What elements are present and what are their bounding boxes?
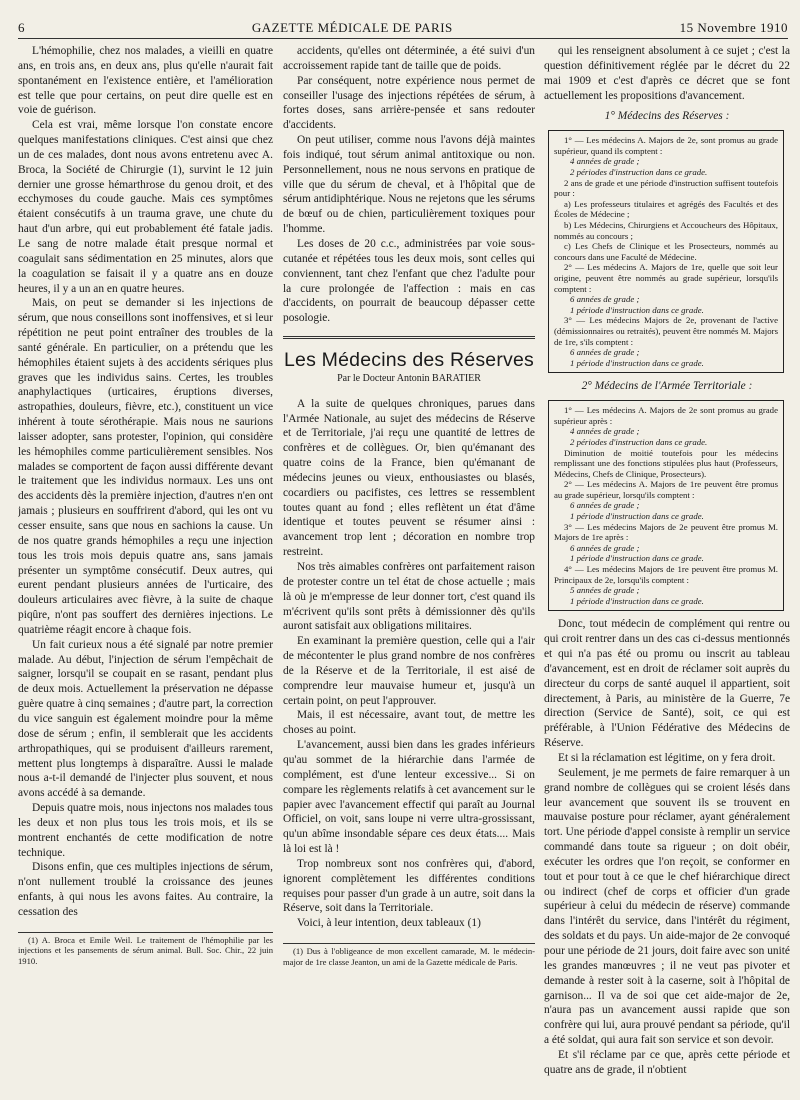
paragraph: On peut utiliser, comme nous l'avons déjà maintes fois indiqué, tout sérum animal antitoxique ou non. Personnellement, nous ne nous servons en pratique de ville que du sérum de cheval, et à l'hôpital que de sérum antidiphtérique. Nous ne rejetons que les sérums de bœuf ou de chien, particulièrement toxiques pour l'homme. [283, 134, 535, 236]
table-line: Diminution de moitié toutefois pour les médecins remplissant une des fonctions stipulées plus haut (Professeurs, Médecins, Chefs de Clinique, Prosecteurs). [554, 447, 778, 479]
table-line: 4° — Les médecins Majors de 1re peuvent être promus M. Principaux de 2e, lorsqu'ils comptent : [554, 564, 778, 585]
paragraph: Depuis quatre mois, nous injectons nos malades tous les deux et non plus tous les trois mois, et ils se montrent enchantés de cette modification de notre technique. [18, 802, 273, 859]
paragraph: A la suite de quelques chroniques, parues dans l'Armée Nationale, au sujet des médecins de Réserve et de Territoriale, j'ai reçu une quantité de lettres de confrères et de collègues. Or, bien qu'émanant des quatre coins de la France, bien qu'émanant de médecins jeunes ou vieux, enthousiastes ou blasés, cocardiers ou pacifistes, ces lettres se ressemblent toutes quant au fond ; elles reflètent un état d'âme identique et toutes peuvent se résumer ainsi : avancement trop lent ; décoration en nombre trop restreint. [283, 397, 535, 559]
paragraph: Et s'il réclame par ce que, après cette période et quatre ans de grade, il n'obtient [544, 1048, 790, 1076]
section-heading-reserves: 1° Médecins des Réserves : [604, 110, 730, 123]
table-line: b) Les Médecins, Chirurgiens et Accoucheurs des Hôpitaux, nommés au concours ; [554, 219, 778, 241]
paragraph: Voici, à leur intention, deux tableaux (1) [297, 917, 481, 930]
table-line: 1 période d'instruction dans ce grade. [570, 511, 704, 522]
table-line: 2 périodes d'instruction dans ce grade. [570, 436, 708, 447]
article-byline: Par le Docteur Antonin BARATIER [337, 372, 481, 384]
table-line: 6 années de grade ; [570, 542, 640, 553]
table-line: 1 période d'instruction dans ce grade. [570, 553, 704, 564]
table-line: a) Les professeurs titulaires et agrégés des Facultés et des Écoles de Médecine ; [554, 198, 778, 220]
footnote-text: (1) A. Broca et Emile Weil. Le traitement de l'hémophilie par les injections et les pansements de sérum animal. Bull. Soc. Chir., 22 juin 1910. [18, 934, 273, 966]
footnote-text: (1) Dus à l'obligeance de mon excellent camarade, M. le médecin-major de 1re classe Jeanton, un ami de la Gazette médicale de Paris. [283, 946, 535, 967]
table-reserves [548, 130, 784, 373]
table-line: 1° — Les médecins A. Majors de 2e sont promus au grade supérieur après : [554, 405, 778, 426]
section-heading-territoriale: 2° Médecins de l'Armée Territoriale : [581, 380, 753, 393]
table-line: 6 années de grade ; [570, 294, 640, 305]
table-line: 2 périodes d'instruction dans ce grade. [570, 167, 708, 177]
table-territoriale [548, 400, 784, 611]
table-line: c) Les Chefs de Clinique et les Prosecteurs, nommés au concours dans une Faculté de Médecine. [554, 241, 778, 262]
column-2 [283, 44, 535, 1092]
table-line: 5 années de grade ; [570, 585, 640, 596]
table-line: 1 période d'instruction dans ce grade. [570, 304, 704, 315]
page-header [18, 14, 788, 39]
table-line: 4 années de grade ; [570, 156, 640, 167]
column-3 [544, 44, 790, 1092]
paragraph: Et si la réclamation est légitime, on y fera droit. [558, 752, 776, 764]
table-line: 3° — Les médecins Majors de 2e, provenant de l'active (démissionnaires ou retraités), peuvent être nommés M. Majors de 1re, s'ils comptent : [554, 315, 778, 347]
paragraph: Mais, il est nécessaire, avant tout, de mettre les choses au point. [283, 709, 535, 737]
table-line: 2 ans de grade et une période d'instruction suffisent toutefois pour : [554, 177, 778, 199]
table-line: 6 années de grade ; [570, 500, 640, 511]
publication-title: GAZETTE MÉDICALE DE PARIS [251, 20, 453, 35]
footnote-divider [18, 932, 273, 933]
paragraph: Par conséquent, notre expérience nous permet de conseiller l'usage des injections répétées de sérum, à fortes doses, sans arrière-pensée et sans redouter d'accidents. [283, 74, 535, 132]
paragraph: L'hémophilie, chez nos malades, a vieilli en quatre ans, en trois ans, en deux ans, plus qu'elle n'aurait fait spontanément en l'existence entière, et l'amélioration est telle que pour certains, on peut dire quelle est en voie de guérison. [18, 45, 273, 117]
paragraph: Mais, on peut se demander si les injections de sérum, que nous conseillons sont inoffensives, et si leur répétition ne peut point entraîner des troubles de la santé générale. En particulier, on a prétendu que les hémophiles étaient sujets à des accidents sériques plus graves que les individus sains. Certes, les troubles anaphylactiques (urticaires, éruptions diverses, astropathies, douleurs, fièvre, etc.), constituent un vice inhérent à toute sérothérapie. Mais nous ne saurions laisser adopter, sans protester, l'opinion, qui considère les hémophiles comme particulièrement sensibles. Nos malades se comportent de façon aussi différente devant le traitement que les individus normaux. Les uns ont des accidents dès la première injection, d'autres n'en ont jamais ; plusieurs en souffrirent d'abord, qui les ont vu cesser ensuite, sans que nous en sachions la cause. Un de nos quatre grands hémophiles a reçu une injection tous les trois mois depuis quatre ans, sans jamais présenter un symptôme consécutif. Deux autres, qui eurent pendant plusieurs années de l'urticaire, des douleurs articulaires avec fièvre, à la suite de chaque piqûre, n'ont pas souffert des dernières injections. Le quatrième réagit encore à chaque fois. [18, 297, 273, 636]
footnote [18, 935, 273, 967]
paragraph: Les doses de 20 c.c., administrées par voie sous-cutanée et répétées tous les deux mois, sont celles qui conviennent, tant chez l'enfant que chez l'adulte pour la cure prolongée de l'affection : mais en cas d'accidents, on pourrait de beaucoup dépasser cette posologie. [283, 237, 535, 325]
table-line: 1° — Les médecins A. Majors de 2e, sont promus au grade supérieur, quand ils comptent : [554, 135, 778, 156]
page-number: 6 [18, 20, 25, 35]
column-1 [18, 44, 273, 1092]
paragraph: Trop nombreux sont nos confrères qui, d'abord, ignorent complètement les différentes conditions requises pour passer d'un grade à un autre, soit dans la Réserve, soit dans la Territoriale. [283, 857, 535, 915]
paragraph: En examinant la première question, celle qui a l'air de mécontenter le plus grand nombre de nos confrères de la Réserve et de la Territoriale, il est aisé de comprendre leur mauvaise humeur et, jusqu'à un certain point, on peut l'approuver. [283, 635, 535, 707]
paragraph: qui les renseignent absolument à ce sujet ; c'est la question définitivement réglée par le décret du 22 mai 1909 et c'est d'après ce décret que se font actuellement les propositions d'avancement. [544, 45, 790, 102]
footnote [283, 946, 535, 967]
table-line: 3° — Les médecins Majors de 2e peuvent être promus M. Majors de 1re après : [554, 521, 778, 543]
paragraph: accidents, qu'elles ont déterminée, a été suivi d'un accroissement rapide tant de taille que de poids. [283, 45, 535, 72]
table-line: 2° — Les médecins A. Majors de 1re, quelle que soit leur origine, peuvent être nommés au grade supérieur, lorsqu'ils comptent : [554, 262, 778, 294]
paragraph: Disons enfin, que ces multiples injections de sérum, n'ont nullement troublé la croissance des jeunes enfants, à qui nous les avons faites. Au contraire, la cessation des [18, 861, 273, 918]
paragraph: Seulement, je me permets de faire remarquer à un grand nombre de collègues qui se croient lésés dans leur avancement que souvent ils se trouvent en mauvaise posture pour réclamer, ayant généralement tort. Une période d'appel consiste à remplir un service commandé dans toute sa rigueur ; on doit obéir, exécuter les ordres que l'on reçoit, se conformer en tout et pour tout à ce que le chef hiérarchique direct ou indirect (chef de corps et officier d'un grade supérieur à celui du médecin de réserve) commande dans l'intérêt du service, dans l'intérêt du régiment, des soldats et du pays. Un aide-major de 2e convoqué pour une période de 21 jours, doit faire avec son unité les grandes manœuvres ; il ne veut pas pivoter et demande à rester soit à la caserne, soit à l'hôpital de garnison... Il va de soi que cet aide-major de 2e, n'aura pas un avancement aussi rapide que son confrère qui lui, aura prouvé pendant sa période, qu'il a été soldat, qui aura fait son service et son devoir. [544, 766, 790, 1047]
paragraph: Donc, tout médecin de complément qui rentre ou qui croit rentrer dans un des cas ci-dessus mentionnés et qui n'a pas été ou promu ou inscrit au tableau d'avancement, est en droit de réclamer soit auprès du directeur du corps de santé auquel il appartient, soit directement, à Paris, au ministère de la Guerre, 7e direction (Service de Santé), soit, ce qui est préférable, à l'Union Fédérative des Médecins de Réserve. [544, 618, 790, 750]
table-line: 4 années de grade ; [570, 426, 640, 437]
table-line: 2° — Les médecins A. Majors de 1re peuvent être promus au grade supérieur, lorsqu'ils comptent : [554, 479, 778, 500]
table-line: 1 période d'instruction dans ce grade. [570, 357, 704, 368]
article-title: Les Médecins des Réserves [284, 349, 534, 372]
paragraph: Cela est vrai, même lorsque l'on constate encore quelques manifestations cliniques. C'est ainsi que chez un de ces malades, dont nous avons entretenu avec A. Broca, la Société de Chirurgie (1), survint le 12 juin dernier une grosse hémarthrose du genou droit, et des ecchymoses du coude gauche. Mais ces symptômes étaient consécutifs à un trauma grave, une chute du haut d'un arbre, qui eut probablement été fatale jadis. Le sang de notre malade était presque normal et coagulait sans sédimentation en 25 minutes, alors que la coagulation se faisait il y a quatre ans en douze heures, il y a un an en quatre heures. [18, 119, 273, 295]
paragraph: Un fait curieux nous a été signalé par notre premier malade. Au début, l'injection de sérum l'empêchait de saigner, lorsqu'il se coupait en se rasant, pendant plus de deux mois. Actuellement la préservation ne dépasse guère quatre à cinq semaines ; d'autre part, la correction du vice sanguin est également moindre pour la même dose de sérum ; enfin, il semblerait que les accidents arthropathiques, qui se produisent d'ailleurs rarement, mettent plus longtemps à disparaître. Aussi le malade nous a-t-il demandé de l'injecter plus souvent, et nous avons accédé à sa demande. [18, 638, 273, 800]
issue-date: 15 Novembre 1910 [679, 20, 788, 35]
paragraph: Nos très aimables confrères ont parfaitement raison de protester contre un tel état de chose actuelle ; mais là où je m'empresse de leur donner tort, c'est quand ils m'écrivent qu'ils sont prêts à démissionner dès qu'ils auront satisfait aux obligations militaires. [283, 561, 535, 633]
paragraph: L'avancement, aussi bien dans les grades inférieurs qu'au sommet de la hiérarchie dans l'armée de complément, est d'une lenteur excessive... Si on compare les règlements relatifs à cet avancement sur le papier avec l'avancement effectif qui paraît au Journal Officiel, on voit, sans loupe ni verre ultra-grossissant, qu'un abîme insondable sépare ces deux états.... Mais là loi est là ! [283, 739, 535, 856]
footnote-divider [283, 943, 535, 944]
article-divider [283, 336, 535, 339]
table-line: 1 période d'instruction dans ce grade. [570, 595, 704, 606]
table-line: 6 années de grade ; [570, 347, 640, 358]
